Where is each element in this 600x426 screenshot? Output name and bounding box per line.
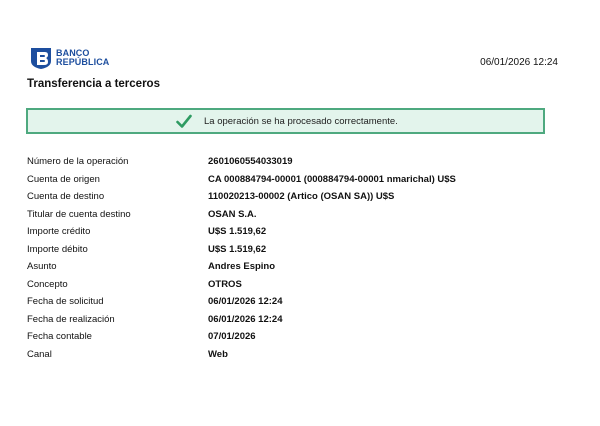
detail-label: Titular de cuenta destino	[27, 208, 131, 220]
detail-row-execution-date	[27, 312, 547, 330]
success-banner	[26, 108, 545, 134]
detail-value: U$S 1.519,62	[208, 243, 267, 255]
detail-row-request-date	[27, 294, 547, 312]
bank-name-line2: REPÚBLICA	[56, 57, 110, 67]
header-datetime: 06/01/2026 12:24	[480, 57, 558, 68]
detail-row-operation-number	[27, 154, 547, 172]
operation-details	[27, 154, 547, 364]
bank-logo	[30, 46, 109, 70]
detail-row-debit-amount	[27, 242, 547, 260]
detail-label: Concepto	[27, 278, 68, 290]
detail-row-accounting-date	[27, 329, 547, 347]
detail-row-subject	[27, 259, 547, 277]
detail-value: 2601060554033019	[208, 156, 293, 167]
detail-label: Importe débito	[27, 243, 88, 255]
detail-row-destination-account	[27, 189, 547, 207]
detail-value: Web	[208, 348, 228, 360]
success-message: La operación se ha procesado correctamente.	[204, 116, 398, 127]
detail-value: Andres Espino	[208, 261, 276, 272]
detail-label: Fecha contable	[27, 331, 92, 342]
detail-value: 06/01/2026 12:24	[208, 296, 283, 307]
bank-name-line1: BANCO	[56, 48, 90, 58]
detail-row-origin-account	[27, 172, 547, 190]
detail-value: 07/01/2026	[208, 331, 256, 342]
detail-label: Fecha de realización	[27, 313, 115, 325]
detail-value: U$S 1.519,62	[208, 226, 267, 237]
detail-label: Canal	[27, 348, 52, 360]
check-icon	[176, 114, 192, 129]
detail-value: 110020213-00002 (Artico (OSAN SA)) U$S	[208, 191, 395, 202]
detail-label: Fecha de solicitud	[27, 296, 104, 307]
detail-value: OTROS	[208, 278, 242, 290]
detail-value: 06/01/2026 12:24	[208, 313, 283, 325]
detail-row-channel	[27, 347, 547, 365]
detail-value: OSAN S.A.	[208, 208, 257, 220]
detail-label: Cuenta de origen	[27, 173, 100, 185]
detail-label: Asunto	[27, 261, 57, 272]
bank-logo-icon	[30, 46, 52, 70]
detail-row-destination-holder	[27, 207, 547, 225]
detail-row-credit-amount	[27, 224, 547, 242]
page-title: Transferencia a terceros	[27, 78, 160, 90]
detail-row-concept	[27, 277, 547, 295]
detail-label: Número de la operación	[27, 156, 129, 167]
detail-label: Cuenta de destino	[27, 191, 105, 202]
detail-label: Importe crédito	[27, 226, 91, 237]
bank-name	[56, 49, 109, 67]
detail-value: CA 000884794-00001 (000884794-00001 nmarichal) U$S	[208, 173, 456, 185]
